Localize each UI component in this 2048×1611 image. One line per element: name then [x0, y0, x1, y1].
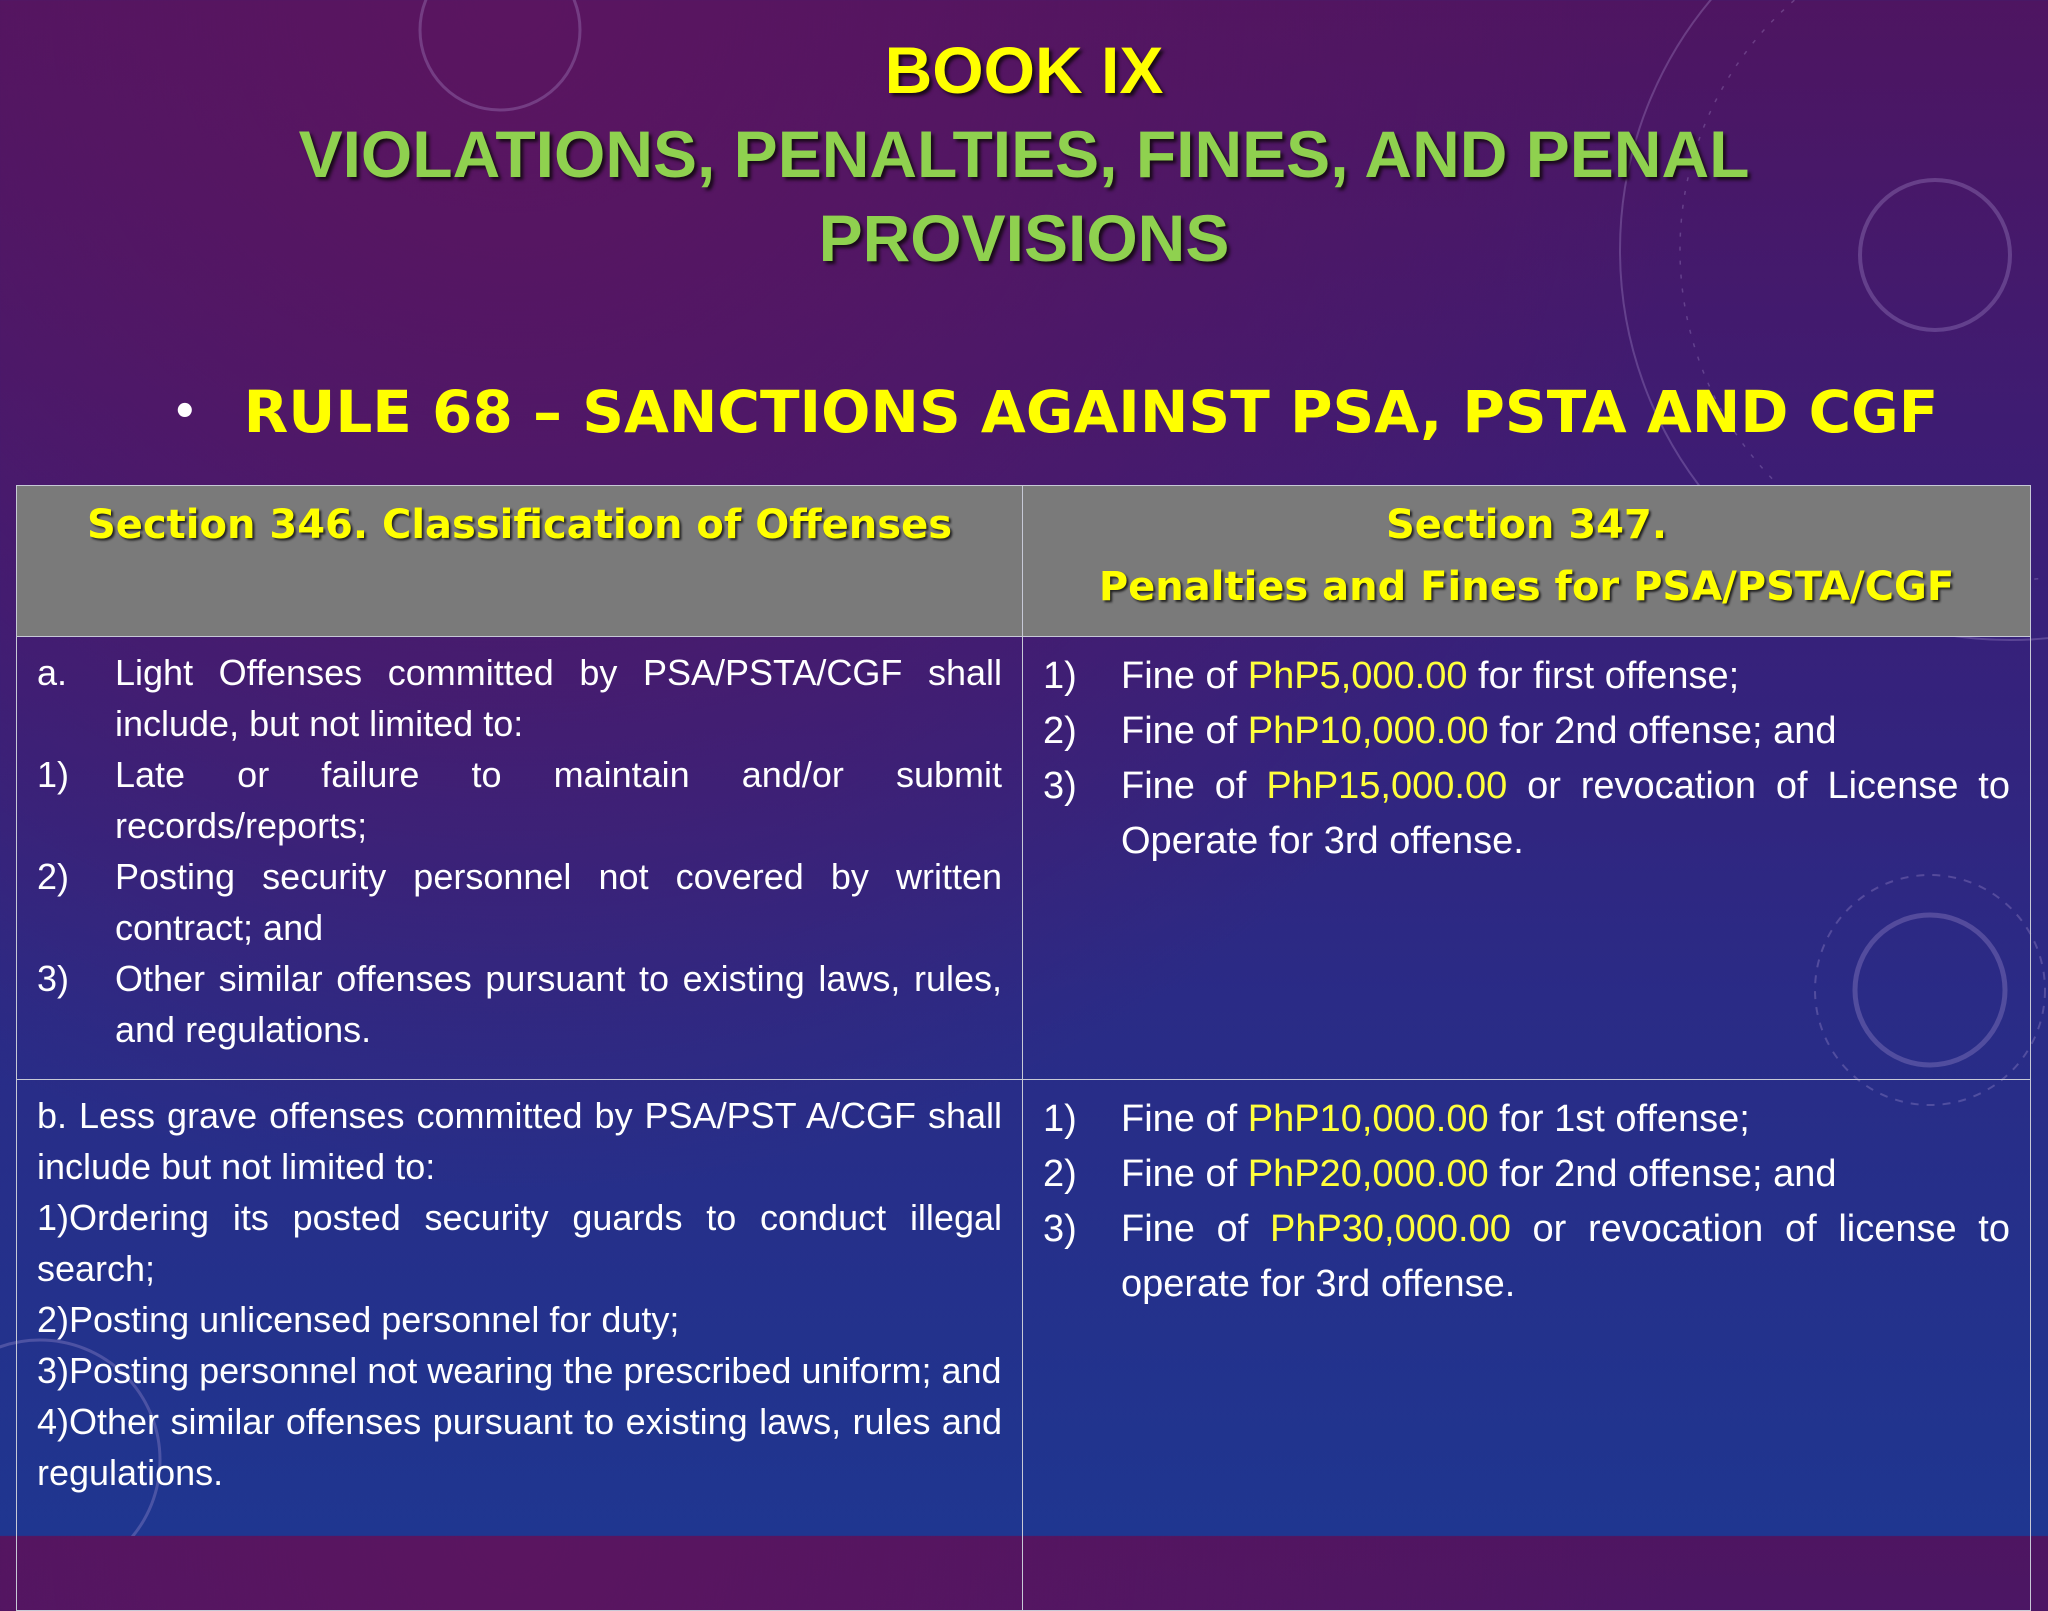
light-offenses-cell	[17, 637, 1023, 1080]
list-item: 1) Fine of PhP5,000.00 for first offense;	[1043, 655, 1740, 697]
list-item: 2)Posting unlicensed personnel for duty;	[37, 1299, 680, 1340]
list-item: a. Light Offenses committed by PSA/PSTA/CGF shall include, but not limited to:	[37, 652, 1002, 744]
table-row-less-grave	[17, 1080, 2031, 1611]
fine-amount: PhP10,000.00	[1247, 1098, 1489, 1140]
list-item: 3)Posting personnel not wearing the prescribed uniform; and	[37, 1350, 1002, 1391]
bullet-icon: •	[172, 389, 198, 435]
list-item: 1) Late or failure to maintain and/or submit records/reports;	[37, 754, 1002, 846]
list-item: 1) Fine of PhP10,000.00 for 1st offense;	[1043, 1098, 1750, 1140]
list-item: 3) Other similar offenses pursuant to existing laws, rules, and regulations.	[37, 958, 1002, 1050]
list-item: 2) Fine of PhP20,000.00 for 2nd offense; and	[1043, 1153, 1837, 1195]
fine-amount: PhP15,000.00	[1266, 765, 1508, 807]
fine-amount: PhP30,000.00	[1269, 1208, 1511, 1250]
fine-amount: PhP5,000.00	[1247, 655, 1468, 697]
fine-amount: PhP10,000.00	[1247, 710, 1489, 752]
header-left-text: Section 346. Classification of Offenses	[87, 502, 952, 548]
book-title: BOOK IX	[884, 33, 1164, 107]
book-heading: VIOLATIONS, PENALTIES, FINES, AND PENAL PROVISIONS	[298, 117, 1750, 275]
list-item: b. Less grave offenses committed by PSA/PST A/CGF shall include but not limited to:	[37, 1095, 1002, 1187]
title-block	[0, 30, 2048, 280]
list-item: 2) Fine of PhP10,000.00 for 2nd offense; and	[1043, 710, 1837, 752]
light-penalties-cell	[1023, 637, 2031, 1080]
offenses-table	[16, 485, 2031, 1611]
header-right-line1: Section 347.	[1385, 502, 1668, 548]
rule-title: RULE 68 – SANCTIONS AGAINST PSA, PSTA AND CGF	[243, 378, 1939, 446]
list-item: 1)Ordering its posted security guards to conduct illegal search;	[37, 1197, 1002, 1289]
rule-heading	[172, 372, 1938, 452]
list-item: 4)Other similar offenses pursuant to existing laws, rules and regulations.	[37, 1401, 1002, 1493]
list-item: 3) Fine of PhP30,000.00 or revocation of license to operate for 3rd offense.	[1043, 1208, 2010, 1305]
fine-amount: PhP20,000.00	[1247, 1153, 1489, 1195]
header-penalties	[1023, 486, 2031, 637]
less-grave-penalties-cell	[1023, 1080, 2031, 1611]
list-item: 3) Fine of PhP15,000.00 or revocation of License to Operate for 3rd offense.	[1043, 765, 2011, 862]
header-right-line2: Penalties and Fines for PSA/PSTA/CGF	[1098, 564, 1955, 610]
less-grave-offenses-cell	[17, 1080, 1023, 1611]
table-row-light	[17, 637, 2031, 1080]
header-classification	[17, 486, 1023, 637]
list-item: 2) Posting security personnel not covered by written contract; and	[37, 856, 1002, 948]
